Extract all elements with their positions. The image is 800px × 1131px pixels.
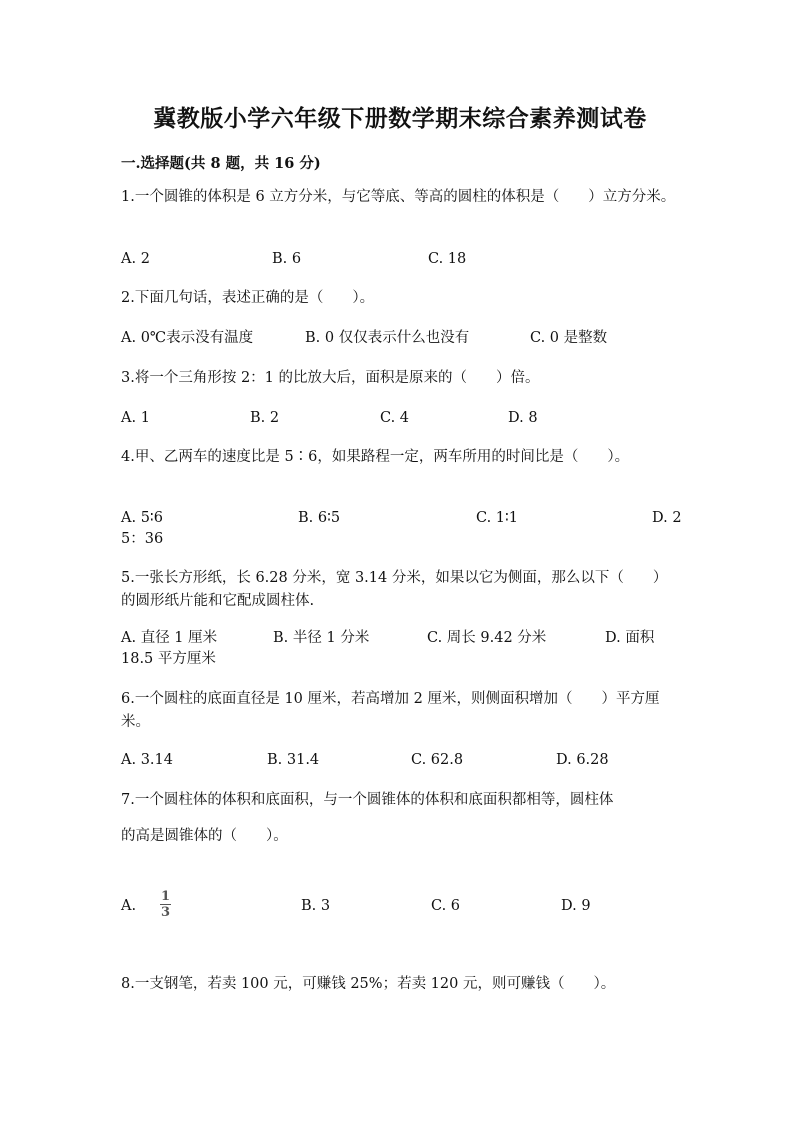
q7-option-b[interactable]: B. 3 [301, 898, 331, 914]
q3-option-b[interactable]: B. 2 [250, 410, 280, 426]
q3-option-d[interactable]: D. 8 [508, 410, 538, 426]
q4-option-b[interactable]: B. 6∶5 [298, 510, 341, 526]
question-7-line-2: 的高是圆锥体的（ ）。 [121, 828, 288, 844]
question-1: 1.一个圆锥的体积是 6 立方分米，与它等底、等高的圆柱的体积是（ ）立方分米。 [121, 189, 676, 205]
q5-option-a[interactable]: A. 直径 1 厘米 [121, 630, 218, 646]
q7-option-a[interactable]: A. [121, 898, 137, 914]
q6-option-b[interactable]: B. 31.4 [267, 752, 320, 768]
q1-option-b[interactable]: B. 6 [272, 251, 302, 267]
q5-option-b[interactable]: B. 半径 1 分米 [273, 630, 370, 646]
q6-option-d[interactable]: D. 6.28 [556, 752, 609, 768]
fraction-denominator: 3 [161, 905, 171, 920]
q1-option-c[interactable]: C. 18 [428, 251, 467, 267]
question-3: 3.将一个三角形按 2：1 的比放大后，面积是原来的（ ）倍。 [121, 370, 540, 386]
question-4: 4.甲、乙两车的速度比是 5∶6，如果路程一定，两车所用的时间比是（ ）。 [121, 449, 630, 465]
page-title: 冀教版小学六年级下册数学期末综合素养测试卷 [153, 105, 647, 132]
q4-option-a[interactable]: A. 5∶6 [121, 510, 163, 526]
q4-option-d[interactable]: D. 2 [652, 510, 682, 526]
question-5: 5.一张长方形纸，长 6.28 分米，宽 3.14 分米，如果以它为侧面，那么以下（ ）的圆形纸片能和它配成圆柱体. [121, 570, 668, 609]
q5-option-d[interactable]: D. 面积 [605, 630, 655, 646]
q6-option-a[interactable]: A. 3.14 [121, 752, 173, 768]
q7-option-c[interactable]: C. 6 [431, 898, 461, 914]
question-2: 2.下面几句话，表述正确的是（ ）。 [121, 290, 375, 306]
q5-option-d-wrap: 18.5 平方厘米 [121, 651, 216, 667]
question-7-line-1: 7.一个圆柱体的体积和底面积，与一个圆锥体的体积和底面积都相等，圆柱体 [121, 792, 614, 808]
fraction-numerator: 1 [161, 889, 171, 904]
question-8: 8.一支钢笔，若卖 100 元，可赚钱 25%；若卖 120 元，则可赚钱（ ）。 [121, 976, 616, 992]
q5-option-c[interactable]: C. 周长 9.42 分米 [427, 630, 547, 646]
q2-option-a[interactable]: A. 0℃表示没有温度 [121, 330, 254, 346]
q2-option-b[interactable]: B. 0 仅仅表示什么也没有 [305, 330, 470, 346]
q7-option-a-fraction [160, 889, 171, 920]
q2-option-c[interactable]: C. 0 是整数 [530, 330, 608, 346]
section-heading: 一.选择题(共 8 题，共 16 分) [121, 155, 321, 172]
q3-option-c[interactable]: C. 4 [380, 410, 410, 426]
question-6: 6.一个圆柱的底面直径是 10 厘米，若高增加 2 厘米，则侧面积增加（ ）平方厘米。 [121, 691, 660, 730]
q6-option-c[interactable]: C. 62.8 [411, 752, 464, 768]
q1-option-a[interactable]: A. 2 [121, 251, 150, 267]
q7-option-d[interactable]: D. 9 [561, 898, 591, 914]
q4-option-c[interactable]: C. 1∶1 [476, 510, 519, 526]
q3-option-a[interactable]: A. 1 [121, 410, 150, 426]
q4-option-d-wrap: 5：36 [121, 531, 164, 547]
